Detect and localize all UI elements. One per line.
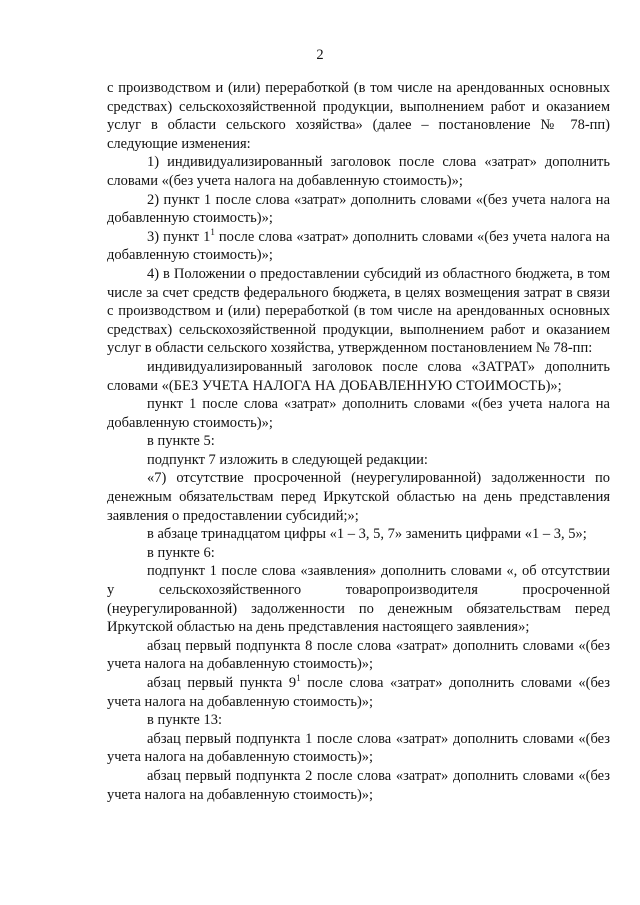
document-body xyxy=(107,79,610,804)
superscript-index: 1 xyxy=(210,226,215,237)
paragraph-subpoint-7-text: «7) отсутствие просроченной (неурегулированной) задолженности по денежным обязательствам перед Иркутской областью на день представления заявления о предоставлении субсидий;»; xyxy=(107,470,610,524)
paragraph-item-1: 1) индивидуализированный заголовок после слова «затрат» дополнить словами «(без учета налога на добавленную стоимость)»; xyxy=(107,154,610,189)
paragraph-item-3-lead: 3) пункт 1 xyxy=(147,228,211,245)
paragraph-point-13-heading: в пункте 13: xyxy=(147,712,223,729)
paragraph-intro-continuation: с производством и (или) переработкой (в том числе на арендованных основных средствах) сельскохозяйственной продукции, выполнением работ и оказанием услуг в области сельского хозяйства» (далее – постановление № 78-пп) следующие изменения: xyxy=(107,80,610,152)
paragraph-subpoint-7-intro: подпункт 7 изложить в следующей редакции: xyxy=(147,451,428,468)
paragraph-item-4: 4) в Положении о предоставлении субсидий из областного бюджета, в том числе за счет средств федерального бюджета, в целях возмещения затрат в связи с производством и (или) переработкой (в том числе на арендованных основных средствах) сельскохозяйственной продукции, выполнением работ и оказанием услуг в области сельского хозяйства, утвержденном постановлением № 78-пп: xyxy=(107,265,610,357)
paragraph-thirteenth-abzac: в абзаце тринадцатом цифры «1 – 3, 5, 7» заменить цифрами «1 – 3, 5»; xyxy=(147,526,587,543)
paragraph-point-9-1-lead: абзац первый пункта 9 xyxy=(147,675,297,691)
paragraph-item-2: 2) пункт 1 после слова «затрат» дополнить словами «(без учета налога на добавленную стоимость)»; xyxy=(107,191,610,227)
paragraph-point-13-subpoint-2: абзац первый подпункта 2 после слова «затрат» дополнить словами «(без учета налога на добавленную стоимость)»; xyxy=(107,767,610,803)
paragraph-point-6-subpoint-1: подпункт 1 после слова «заявления» дополнить словами «, об отсутствии у сельскохозяйственного товаропроизводителя просроченной (неурегулированной) задолженности по денежным обязательствам перед Иркутской областью на день представления настоящего заявления»; xyxy=(107,563,610,636)
paragraph-item-3-rest: после слова «затрат» дополнить словами «(без учета налога на добавленную стоимость)»; xyxy=(107,228,610,264)
superscript-index: 1 xyxy=(296,673,301,683)
paragraph-heading-amendment: индивидуализированный заголовок после слова «ЗАТРАТ» дополнить словами «(БЕЗ УЧЕТА НАЛОГА НА ДОБАВЛЕННУЮ СТОИМОСТЬ)»; xyxy=(107,358,610,394)
paragraph-point-6-heading: в пункте 6: xyxy=(147,544,215,561)
paragraph-point-13-subpoint-1: абзац первый подпункта 1 после слова «затрат» дополнить словами «(без учета налога на добавленную стоимость)»; xyxy=(107,730,610,766)
paragraph-point-9-1 xyxy=(107,674,610,711)
paragraph-subpoint-8: абзац первый подпункта 8 после слова «затрат» дополнить словами «(без учета налога на добавленную стоимость)»; xyxy=(107,637,610,673)
paragraph-point-1-amendment: пункт 1 после слова «затрат» дополнить словами «(без учета налога на добавленную стоимость)»; xyxy=(107,396,610,431)
page-number: 2 xyxy=(316,47,324,63)
paragraph-point-9-1-rest: после слова «затрат» дополнить словами «(без учета налога на добавленную стоимость)»; xyxy=(107,675,610,710)
paragraph-point-5-heading: в пункте 5: xyxy=(147,433,215,450)
paragraph-item-3 xyxy=(107,228,610,265)
